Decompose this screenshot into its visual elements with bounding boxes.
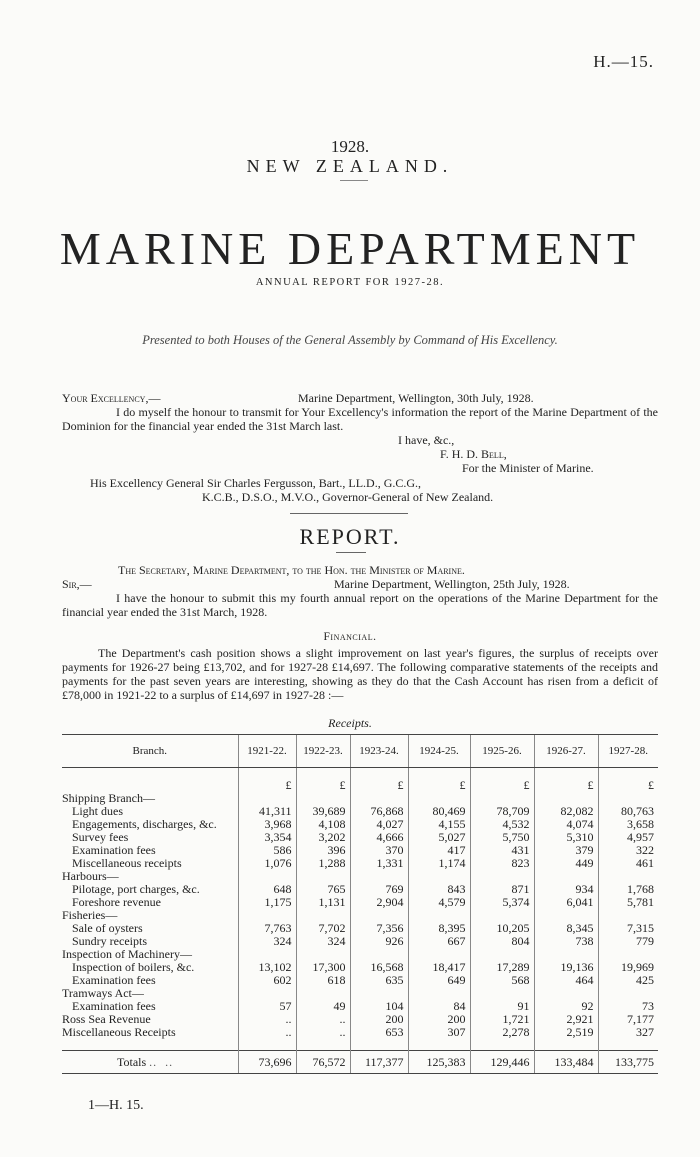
receipt-cell: 464	[534, 974, 598, 987]
receipt-cell: 3,968	[238, 818, 296, 831]
receipt-cell: 823	[470, 857, 534, 870]
totals-row	[62, 1051, 658, 1074]
receipt-cell: 449	[534, 857, 598, 870]
receipt-cell: 8,395	[408, 922, 470, 935]
column-header-branch: Branch.	[62, 735, 238, 768]
table-row	[62, 1026, 658, 1039]
receipt-cell: 926	[350, 935, 408, 948]
totals-cell: 76,572	[296, 1051, 350, 1074]
receipt-cell: 19,136	[534, 961, 598, 974]
branch-label: Foreshore revenue	[72, 895, 161, 909]
branch-label: Inspection of Machinery—	[62, 947, 192, 961]
receipt-cell: 57	[238, 1000, 296, 1013]
receipt-cell: 396	[296, 844, 350, 857]
receipt-cell: 7,177	[598, 1013, 658, 1026]
receipt-cell: ..	[238, 1013, 296, 1026]
department-title: MARINE DEPARTMENT	[59, 223, 641, 274]
branch-label: Sundry receipts	[72, 934, 147, 948]
receipt-cell: 4,666	[350, 831, 408, 844]
footer-page-ref: 1—H. 15.	[88, 1098, 144, 1113]
receipt-cell: 80,469	[408, 805, 470, 818]
receipt-cell: 2,519	[534, 1026, 598, 1039]
receipt-cell: ..	[296, 1026, 350, 1039]
receipt-cell: 649	[408, 974, 470, 987]
receipt-cell: 2,921	[534, 1013, 598, 1026]
receipt-cell: 4,579	[408, 896, 470, 909]
totals-cell: 133,484	[534, 1051, 598, 1074]
receipt-cell: 871	[470, 883, 534, 896]
column-header-year: 1925-26.	[470, 735, 534, 768]
receipt-cell: 370	[350, 844, 408, 857]
receipt-cell: 82,082	[534, 805, 598, 818]
divider	[290, 513, 408, 514]
branch-label: Miscellaneous receipts	[72, 856, 182, 870]
totals-cell: 125,383	[408, 1051, 470, 1074]
report-salutation: Sir,—	[62, 577, 92, 591]
receipt-cell: 2,904	[350, 896, 408, 909]
receipts-table	[62, 734, 658, 1074]
receipt-cell: 4,532	[470, 818, 534, 831]
receipt-cell: 1,131	[296, 896, 350, 909]
receipt-cell: 843	[408, 883, 470, 896]
receipt-cell: 16,568	[350, 961, 408, 974]
receipt-cell: 3,354	[238, 831, 296, 844]
receipt-cell: 39,689	[296, 805, 350, 818]
receipt-cell: 3,658	[598, 818, 658, 831]
receipt-cell: 417	[408, 844, 470, 857]
receipt-cell: 586	[238, 844, 296, 857]
receipt-cell: 667	[408, 935, 470, 948]
receipt-cell: 18,417	[408, 961, 470, 974]
receipt-cell: 200	[350, 1013, 408, 1026]
branch-label: Harbours—	[62, 869, 119, 883]
column-header-year: 1922-23.	[296, 735, 350, 768]
receipt-cell: 92	[534, 1000, 598, 1013]
financial-body: The Department's cash position shows a slight improvement on last year's figures, the surplus of receipts over payments for 1926-27 being £13,702, and for 1927-28 £14,697. The following comparative statements of the receipts and payments for the past seven years are interesting, showing as they do that the Cash Account has risen from a deficit of £78,000 in 1921-22 to a surplus of £14,697 in 1927-28 :—	[62, 646, 658, 702]
receipt-cell: 2,278	[470, 1026, 534, 1039]
receipt-cell: 307	[408, 1026, 470, 1039]
receipt-cell: 1,288	[296, 857, 350, 870]
receipt-cell: 4,957	[598, 831, 658, 844]
receipt-cell: 5,750	[470, 831, 534, 844]
branch-label: Examination fees	[72, 973, 156, 987]
receipt-cell: 49	[296, 1000, 350, 1013]
receipt-cell: 7,702	[296, 922, 350, 935]
receipt-cell: 618	[296, 974, 350, 987]
column-header-year: 1926-27.	[534, 735, 598, 768]
receipt-cell: 653	[350, 1026, 408, 1039]
receipt-cell: 5,027	[408, 831, 470, 844]
receipt-cell: 7,315	[598, 922, 658, 935]
receipt-cell: 379	[534, 844, 598, 857]
column-header-year: 1924-25.	[408, 735, 470, 768]
receipt-cell: 1,076	[238, 857, 296, 870]
receipt-cell: 17,289	[470, 961, 534, 974]
receipt-cell: 13,102	[238, 961, 296, 974]
receipt-cell: 104	[350, 1000, 408, 1013]
receipt-cell: 84	[408, 1000, 470, 1013]
receipt-cell: 431	[470, 844, 534, 857]
receipt-cell: 324	[238, 935, 296, 948]
receipt-cell: 6,041	[534, 896, 598, 909]
receipt-cell: 1,768	[598, 883, 658, 896]
receipt-cell: 1,174	[408, 857, 470, 870]
receipt-cell: 19,969	[598, 961, 658, 974]
currency-symbol: £	[296, 779, 350, 792]
receipt-cell: 10,205	[470, 922, 534, 935]
letter-signoff: I have, &c.,	[398, 433, 455, 447]
currency-symbol: £	[598, 779, 658, 792]
branch-label: Tramways Act—	[62, 986, 144, 1000]
letter-dateline: Marine Department, Wellington, 30th July, 1928.	[298, 391, 534, 405]
letter-address-line1: His Excellency General Sir Charles Fergusson, Bart., LL.D., G.C.G.,	[90, 476, 422, 490]
report-from-to: The Secretary, Marine Department, to the Hon. the Minister of Marine.	[118, 563, 465, 577]
receipt-cell: ..	[296, 1013, 350, 1026]
totals-cell: 133,775	[598, 1051, 658, 1074]
totals-cell: 117,377	[350, 1051, 408, 1074]
receipt-cell: 602	[238, 974, 296, 987]
column-header-year: 1923-24.	[350, 735, 408, 768]
receipts-table-title: Receipts.	[328, 716, 372, 730]
letter-address-line2: K.C.B., D.S.O., M.V.O., Governor-General of New Zealand.	[202, 490, 494, 504]
totals-cell: 129,446	[470, 1051, 534, 1074]
table-row	[62, 974, 658, 987]
currency-symbol: £	[470, 779, 534, 792]
report-dateline: Marine Department, Wellington, 25th July, 1928.	[334, 577, 570, 591]
country-title: NEW ZEALAND.	[246, 156, 454, 176]
table-header-row	[62, 735, 658, 768]
annual-report-subtitle: ANNUAL REPORT FOR 1927-28.	[255, 277, 445, 288]
receipt-cell: 738	[534, 935, 598, 948]
receipt-cell: 5,781	[598, 896, 658, 909]
receipt-cell: 4,155	[408, 818, 470, 831]
receipt-cell: 648	[238, 883, 296, 896]
currency-symbol: £	[238, 779, 296, 792]
receipt-cell: 461	[598, 857, 658, 870]
branch-label: Pilotage, port charges, &c.	[72, 882, 200, 896]
receipt-cell: 80,763	[598, 805, 658, 818]
receipt-cell: 934	[534, 883, 598, 896]
receipt-cell: 779	[598, 935, 658, 948]
receipt-cell: 804	[470, 935, 534, 948]
letter-body: I do myself the honour to transmit for Your Excellency's information the report of the Marine Department of the Dominion for the financial year ended the 31st March last.	[62, 405, 658, 433]
receipt-cell: 7,356	[350, 922, 408, 935]
receipt-cell: 91	[470, 1000, 534, 1013]
letter-signature: F. H. D. Bell,	[440, 447, 507, 461]
receipt-cell: 5,310	[534, 831, 598, 844]
receipt-cell: 5,374	[470, 896, 534, 909]
receipt-cell: 73	[598, 1000, 658, 1013]
receipt-cell: 41,311	[238, 805, 296, 818]
branch-label: Survey fees	[72, 830, 129, 844]
receipt-cell: 4,027	[350, 818, 408, 831]
branch-label: Ross Sea Revenue	[62, 1012, 151, 1026]
currency-symbol: £	[350, 779, 408, 792]
receipt-cell: ..	[238, 1026, 296, 1039]
totals-label: Totals .. ..	[62, 1051, 238, 1074]
currency-symbol: £	[408, 779, 470, 792]
branch-label: Examination fees	[72, 999, 156, 1013]
receipt-cell: 78,709	[470, 805, 534, 818]
receipt-cell: 8,345	[534, 922, 598, 935]
currency-symbol: £	[534, 779, 598, 792]
report-intro: I have the honour to submit this my fourth annual report on the operations of the Marine Department for the financial year ended the 31st March, 1928.	[62, 591, 658, 619]
receipt-cell: 769	[350, 883, 408, 896]
receipt-cell: 4,074	[534, 818, 598, 831]
divider	[340, 180, 368, 181]
report-year: 1928.	[330, 137, 370, 156]
branch-label: Light dues	[72, 804, 123, 818]
receipt-cell: 1,721	[470, 1013, 534, 1026]
divider	[336, 552, 366, 553]
branch-label: Miscellaneous Receipts	[62, 1025, 176, 1039]
receipt-cell: 4,108	[296, 818, 350, 831]
receipt-cell: 322	[598, 844, 658, 857]
receipt-cell: 1,331	[350, 857, 408, 870]
receipt-cell: 568	[470, 974, 534, 987]
page-reference: H.—15.	[593, 52, 654, 71]
table-row	[62, 857, 658, 870]
receipt-cell: 425	[598, 974, 658, 987]
table-row	[62, 896, 658, 909]
receipt-cell: 765	[296, 883, 350, 896]
column-header-year: 1927-28.	[598, 735, 658, 768]
totals-cell: 73,696	[238, 1051, 296, 1074]
receipt-cell: 200	[408, 1013, 470, 1026]
report-heading: REPORT.	[299, 524, 401, 549]
receipt-cell: 635	[350, 974, 408, 987]
branch-label: Shipping Branch—	[62, 791, 155, 805]
branch-label: Fisheries—	[62, 908, 118, 922]
receipt-cell: 327	[598, 1026, 658, 1039]
table-row	[62, 922, 658, 935]
financial-heading: Financial.	[323, 631, 377, 643]
letter-salutation: Your Excellency,—	[62, 391, 161, 405]
branch-label: Inspection of boilers, &c.	[72, 960, 195, 974]
branch-label: Examination fees	[72, 843, 156, 857]
branch-label: Sale of oysters	[72, 921, 143, 935]
receipt-cell: 324	[296, 935, 350, 948]
receipt-cell: 7,763	[238, 922, 296, 935]
branch-label: Engagements, discharges, &c.	[72, 817, 217, 831]
receipt-cell: 76,868	[350, 805, 408, 818]
column-header-year: 1921-22.	[238, 735, 296, 768]
presented-line: Presented to both Houses of the General Assembly by Command of His Excellency.	[142, 333, 558, 347]
receipt-cell: 3,202	[296, 831, 350, 844]
letter-signature-title: For the Minister of Marine.	[462, 461, 594, 475]
receipt-cell: 17,300	[296, 961, 350, 974]
receipt-cell: 1,175	[238, 896, 296, 909]
